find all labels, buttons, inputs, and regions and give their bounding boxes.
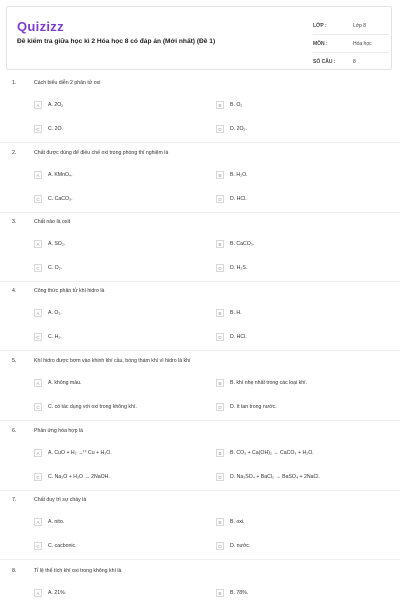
question-divider: [0, 420, 400, 421]
option-text: D. HCl.: [230, 334, 247, 340]
answer-option-a[interactable]: [34, 100, 63, 110]
question-number: 2.: [12, 150, 17, 156]
option-text: D. Na₂SO₄ + BaCl₂ → BaSO₄ + 2NaCl.: [230, 474, 320, 480]
question-number: 7.: [12, 497, 17, 503]
question-text: Khí hidro được bơm vào khinh khí cầu, bóng thám khí vì hidro là khí: [34, 358, 191, 364]
question-number: 8.: [12, 568, 17, 574]
answer-option-c[interactable]: [34, 541, 77, 551]
option-letter-box: B: [216, 309, 224, 317]
option-text: B. 78%.: [230, 590, 249, 596]
answer-option-a[interactable]: [34, 588, 66, 598]
option-text: A. CuO + H₂ →ᵗ° Cu + H₂O.: [48, 450, 112, 456]
question-number: 5.: [12, 358, 17, 364]
meta-label: MÔN :: [313, 40, 328, 47]
answer-option-c[interactable]: [34, 124, 63, 134]
question-text: Chất nào là oxit: [34, 219, 71, 225]
question-number: 1.: [12, 80, 17, 86]
option-text: C. Na₂O + H₂O → 2NaOH.: [48, 474, 110, 480]
option-text: C. H₂.: [48, 334, 62, 340]
answer-option-a[interactable]: [34, 239, 65, 249]
answer-option-a[interactable]: [34, 308, 62, 318]
option-text: B. CaCO₃.: [230, 241, 255, 247]
option-text: D. nước.: [230, 543, 251, 549]
option-letter-box: B: [216, 518, 224, 526]
option-letter-box: C: [34, 264, 42, 272]
option-letter-box: C: [34, 473, 42, 481]
option-text: B. H₂O.: [230, 172, 248, 178]
answer-option-d[interactable]: [216, 541, 250, 551]
meta-row-class: [313, 17, 389, 35]
option-letter-box: D: [216, 403, 224, 411]
answer-option-b[interactable]: [216, 448, 314, 458]
option-letter-box: B: [216, 379, 224, 387]
option-text: A. SO₂.: [48, 241, 66, 247]
option-letter-box: C: [34, 333, 42, 341]
option-text: D. H₂S.: [230, 265, 248, 271]
option-letter-box: D: [216, 333, 224, 341]
answer-option-b[interactable]: [216, 100, 242, 110]
option-letter-box: A: [34, 101, 42, 109]
meta-row-count: [313, 53, 389, 70]
question-text: Cách biểu diễn 2 phân tử oxi: [34, 80, 101, 86]
option-letter-box: B: [216, 101, 224, 109]
option-letter-box: A: [34, 240, 42, 248]
question-divider: [0, 212, 400, 213]
option-letter-box: A: [34, 518, 42, 526]
answer-option-b[interactable]: [216, 378, 307, 388]
option-letter-box: A: [34, 171, 42, 179]
option-letter-box: C: [34, 195, 42, 203]
question-text: Tỉ lệ thể tích khí oxi trong không khí là: [34, 568, 122, 574]
option-letter-box: C: [34, 125, 42, 133]
option-letter-box: D: [216, 473, 224, 481]
answer-option-d[interactable]: [216, 194, 247, 204]
question-divider: [0, 559, 400, 560]
question-number: 4.: [12, 288, 17, 294]
question-divider: [0, 350, 400, 351]
question-divider: [0, 142, 400, 143]
meta-row-subject: [313, 35, 389, 53]
option-letter-box: B: [216, 449, 224, 457]
option-text: B. CO₂ + Ca(OH)₂ → CaCO₃ + H₂O.: [230, 450, 314, 456]
option-text: C. cacbonic.: [48, 543, 77, 549]
option-text: C. 2O.: [48, 126, 63, 132]
option-letter-box: B: [216, 589, 224, 597]
question-divider: [0, 490, 400, 491]
option-letter-box: D: [216, 195, 224, 203]
option-text: B. H.: [230, 310, 242, 316]
answer-option-b[interactable]: [216, 170, 248, 180]
answer-option-c[interactable]: [34, 194, 73, 204]
quizizz-logo: Quizizz: [17, 19, 64, 34]
answer-option-d[interactable]: [216, 263, 247, 273]
option-text: D. HCl.: [230, 196, 247, 202]
option-text: A. O₂.: [48, 310, 62, 316]
answer-option-d[interactable]: [216, 402, 277, 412]
option-text: B. oxi.: [230, 519, 245, 525]
question-number: 6.: [12, 428, 17, 434]
meta-value: Hóa học: [353, 40, 372, 47]
option-text: A. KMnO₄.: [48, 172, 73, 178]
worksheet-title: Đề kiểm tra giữa học kì 2 Hóa học 8 có đáp án (Mới nhất) (Đề 1): [17, 38, 216, 45]
answer-option-a[interactable]: [34, 448, 112, 458]
answer-option-c[interactable]: [34, 332, 62, 342]
option-text: B. O₂: [230, 102, 243, 108]
option-letter-box: C: [34, 403, 42, 411]
answer-option-c[interactable]: [34, 263, 62, 273]
option-text: A. 2O₁: [48, 102, 64, 108]
worksheet-meta: [313, 17, 389, 70]
option-letter-box: D: [216, 125, 224, 133]
question-number: 3.: [12, 219, 17, 225]
answer-option-c[interactable]: [34, 472, 110, 482]
worksheet-header: [6, 6, 392, 70]
question-text: Chất duy trì sự cháy là: [34, 497, 87, 503]
question-text: Công thức phân tử khí hidro là: [34, 288, 105, 294]
question-divider: [0, 281, 400, 282]
option-letter-box: A: [34, 589, 42, 597]
option-text: C. có tác dụng với oxi trong không khí.: [48, 404, 137, 410]
answer-option-c[interactable]: [34, 402, 137, 412]
answer-option-d[interactable]: [216, 472, 320, 482]
option-text: C. O₂.: [48, 265, 63, 271]
option-letter-box: A: [34, 449, 42, 457]
option-letter-box: B: [216, 240, 224, 248]
option-letter-box: D: [216, 542, 224, 550]
question-text: Phản ứng hóa hợp là: [34, 428, 83, 434]
answer-option-b[interactable]: [216, 588, 248, 598]
option-letter-box: D: [216, 264, 224, 272]
option-letter-box: B: [216, 171, 224, 179]
meta-value: 8: [353, 58, 356, 65]
option-text: A. nito.: [48, 519, 65, 525]
option-text: C. CaCO₃.: [48, 196, 73, 202]
option-text: B. khí nhẹ nhất trong các loại khí.: [230, 380, 307, 386]
answer-option-b[interactable]: [216, 308, 242, 318]
option-letter-box: C: [34, 542, 42, 550]
meta-label: SỐ CÂU :: [313, 58, 336, 65]
option-letter-box: A: [34, 309, 42, 317]
answer-option-d[interactable]: [216, 332, 247, 342]
option-text: D. ít tan trong nước.: [230, 404, 277, 410]
meta-label: LỚP :: [313, 22, 327, 29]
option-text: A. không màu.: [48, 380, 82, 386]
answer-option-a[interactable]: [34, 378, 81, 388]
meta-value: Lớp 8: [353, 22, 367, 29]
answer-option-a[interactable]: [34, 170, 73, 180]
answer-option-d[interactable]: [216, 124, 247, 134]
question-text: Chất được dùng để điều chế oxi trong phòng thí nghiệm là: [34, 150, 169, 156]
answer-option-b[interactable]: [216, 517, 244, 527]
option-text: A. 21%.: [48, 590, 67, 596]
answer-option-b[interactable]: [216, 239, 254, 249]
answer-option-a[interactable]: [34, 517, 64, 527]
option-letter-box: A: [34, 379, 42, 387]
option-text: D. 2O₂.: [230, 126, 248, 132]
